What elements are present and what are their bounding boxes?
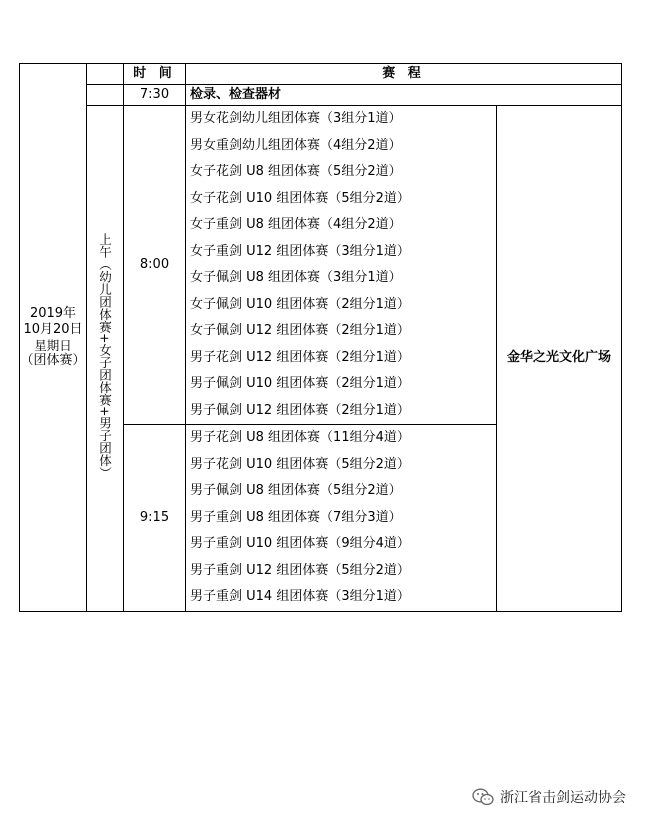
event-item: 男子花剑 U8 组团体赛（11组分4道） — [186, 425, 497, 452]
time-800: 8:00 — [124, 106, 186, 425]
schedule-table — [19, 63, 622, 612]
date-year: 2019年 — [29, 306, 77, 322]
checkin-row — [20, 85, 622, 106]
event-item: 男女花剑幼儿组团体赛（3组分1道） — [186, 106, 497, 133]
event-item: 男女重剑幼儿组团体赛（4组分2道） — [186, 133, 497, 160]
date-type: （团体赛） — [20, 352, 86, 368]
event-item: 女子重剑 U8 组团体赛（4组分2道） — [186, 212, 497, 239]
time-915: 9:15 — [124, 425, 186, 612]
event-item: 男子花剑 U10 组团体赛（5组分2道） — [186, 452, 497, 479]
event-item: 男子佩剑 U10 组团体赛（2组分1道） — [186, 371, 497, 398]
session-label: 上午（幼儿团体赛+女子团体赛+男子团体） — [97, 232, 113, 479]
footer-source — [472, 787, 626, 807]
event-item: 男子花剑 U12 组团体赛（2组分1道） — [186, 345, 497, 372]
wechat-icon — [472, 788, 494, 806]
event-item: 男子重剑 U14 组团体赛（3组分1道） — [186, 584, 497, 611]
date-cell — [20, 64, 87, 612]
event-item: 女子花剑 U10 组团体赛（5组分2道） — [186, 186, 497, 213]
checkin-time: 7:30 — [124, 85, 186, 106]
event-item: 男子佩剑 U12 组团体赛（2组分1道） — [186, 398, 497, 425]
date-weekday: 星期日 — [34, 337, 72, 353]
date-day: 10月20日 — [23, 321, 83, 337]
time-header: 时 间 — [124, 64, 186, 85]
event-item: 女子佩剑 U12 组团体赛（2组分1道） — [186, 318, 497, 345]
header-row — [20, 64, 622, 85]
schedule-header: 赛 程 — [186, 64, 622, 85]
event-item: 男子佩剑 U8 组团体赛（5组分2道） — [186, 478, 497, 505]
session-cell — [87, 106, 124, 612]
event-item: 女子佩剑 U8 组团体赛（3组分1道） — [186, 265, 497, 292]
event-item: 男子重剑 U8 组团体赛（7组分3道） — [186, 505, 497, 532]
event-item: 女子佩剑 U10 组团体赛（2组分1道） — [186, 292, 497, 319]
footer-source-text: 浙江省击剑运动协会 — [500, 790, 626, 806]
checkin-text: 检录、检查器材 — [186, 85, 622, 106]
event-item: 男子重剑 U12 组团体赛（5组分2道） — [186, 558, 497, 585]
venue-cell: 金华之光文化广场 — [497, 106, 622, 612]
event-item: 女子重剑 U12 组团体赛（3组分1道） — [186, 239, 497, 266]
event-item: 女子花剑 U8 组团体赛（5组分2道） — [186, 159, 497, 186]
event-item: 男子重剑 U10 组团体赛（9组分4道） — [186, 531, 497, 558]
checkin-blank — [87, 85, 124, 106]
event-row — [20, 106, 622, 133]
header-blank — [87, 64, 124, 85]
